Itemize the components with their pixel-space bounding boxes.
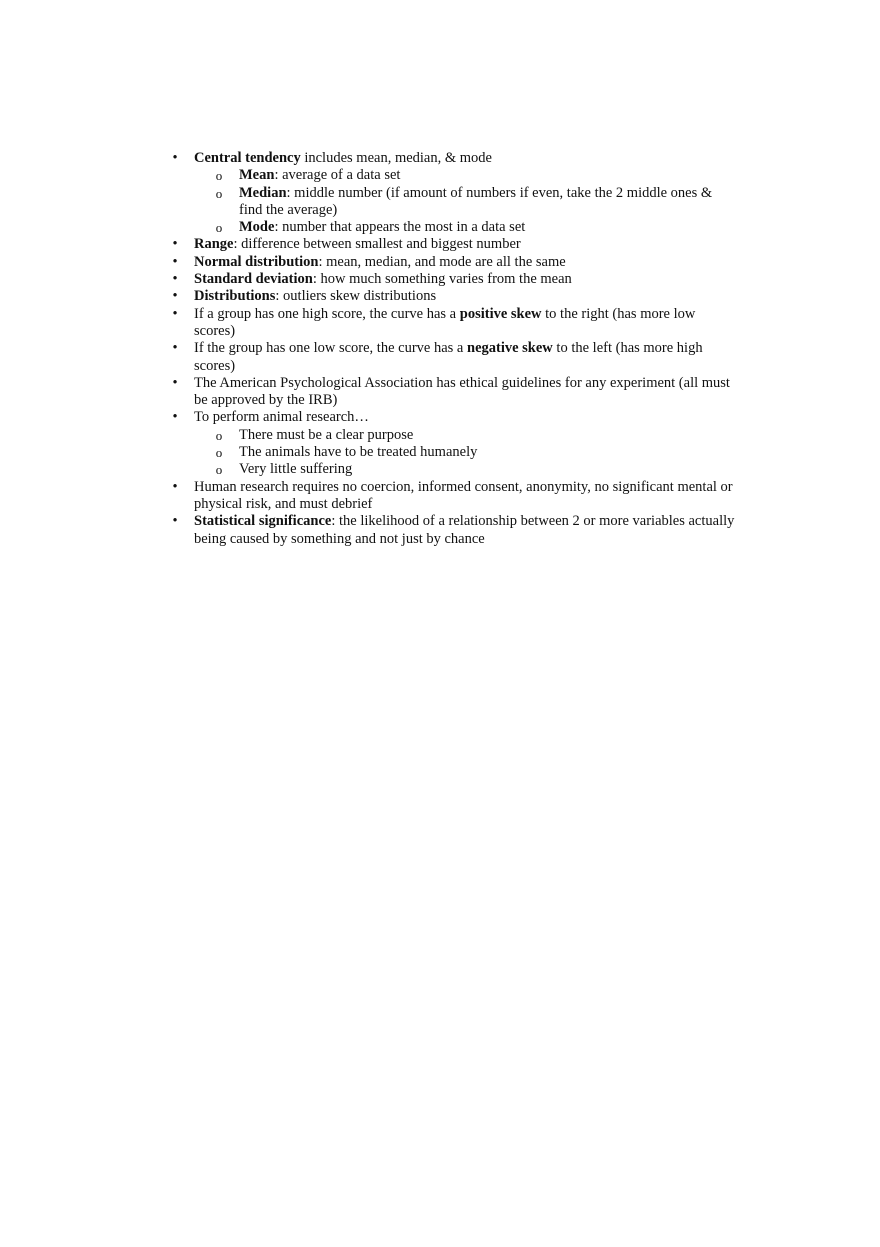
list-item xyxy=(170,254,735,271)
term: Range xyxy=(194,236,234,253)
bullet-icon: • xyxy=(172,513,178,530)
term: Mode xyxy=(239,219,275,236)
circle-bullet-icon: o xyxy=(215,445,223,461)
definition: : middle number (if amount of numbers if even, take the 2 middle ones & find the average) xyxy=(239,184,713,218)
bullet-icon: • xyxy=(172,271,178,288)
term: Mean xyxy=(239,167,275,184)
bullet-icon: • xyxy=(172,409,178,426)
text: The American Psychological Association has ethical guidelines for any experiment (all must be approved by the IRB) xyxy=(194,374,730,409)
term: Median xyxy=(239,184,287,201)
list-item xyxy=(170,150,735,167)
definition: includes mean, median, & mode xyxy=(300,150,492,166)
text: There must be a clear purpose xyxy=(239,426,414,443)
term: Normal distribution xyxy=(194,253,319,270)
list-item xyxy=(170,306,735,341)
sub-list-item xyxy=(170,427,735,444)
definition: : difference between smallest and biggest number xyxy=(233,236,521,253)
notes-list xyxy=(170,150,735,548)
term: Central tendency xyxy=(194,150,301,166)
term: Statistical significance xyxy=(194,513,332,530)
text: to the right (has more low scores) xyxy=(194,305,696,339)
sub-list-item xyxy=(170,444,735,461)
bullet-icon: • xyxy=(172,305,178,322)
list-item xyxy=(170,271,735,288)
definition: : average of a data set xyxy=(274,167,401,184)
sub-list-item xyxy=(170,219,735,236)
bullet-icon: • xyxy=(172,236,178,253)
term: Standard deviation xyxy=(194,271,313,288)
sub-list-item xyxy=(170,461,735,478)
list-item xyxy=(170,340,735,375)
text: to the left (has more high scores) xyxy=(194,340,703,374)
definition: : number that appears the most in a data set xyxy=(274,219,526,236)
list-item xyxy=(170,236,735,253)
bullet-icon: • xyxy=(172,150,178,166)
text: If a group has one high score, the curve has a xyxy=(194,305,460,322)
list-item xyxy=(170,479,735,514)
definition: : how much something varies from the mean xyxy=(312,271,572,288)
text: To perform animal research… xyxy=(194,409,369,426)
bullet-icon: • xyxy=(172,253,178,270)
term: negative skew xyxy=(467,340,553,357)
term: positive skew xyxy=(459,305,542,322)
circle-bullet-icon: o xyxy=(215,427,223,443)
text: Very little suffering xyxy=(239,461,353,478)
list-item xyxy=(170,288,735,305)
text: The animals have to be treated humanely xyxy=(239,444,478,461)
list-item xyxy=(170,409,735,426)
term: Distributions xyxy=(194,288,276,305)
bullet-icon: • xyxy=(172,374,178,391)
circle-bullet-icon: o xyxy=(215,220,223,236)
text: If the group has one low score, the curve has a xyxy=(194,340,467,357)
list-item xyxy=(170,375,735,410)
circle-bullet-icon: o xyxy=(215,462,223,478)
list-item xyxy=(170,513,735,548)
text: Human research requires no coercion, informed consent, anonymity, no significant mental or physical risk, and must debrief xyxy=(194,478,733,512)
definition: : the likelihood of a relationship between 2 or more variables actually being caused by something and not just by chance xyxy=(194,513,735,547)
sub-list-item xyxy=(170,167,735,184)
circle-bullet-icon: o xyxy=(215,185,223,201)
sub-list-item xyxy=(170,185,735,220)
bullet-icon: • xyxy=(172,340,178,357)
bullet-icon: • xyxy=(172,478,178,495)
definition: : outliers skew distributions xyxy=(275,288,437,305)
circle-bullet-icon: o xyxy=(215,168,223,184)
bullet-icon: • xyxy=(172,288,178,305)
definition: : mean, median, and mode are all the same xyxy=(318,253,566,270)
